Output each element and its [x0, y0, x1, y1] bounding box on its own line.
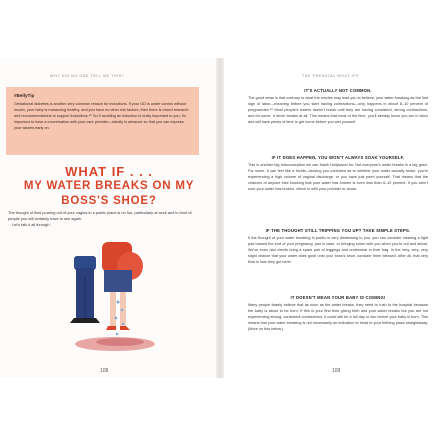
chapter-title — [0, 164, 218, 209]
belly-tip-label: #BellyTip — [14, 93, 35, 98]
right-person-skirt — [104, 270, 132, 292]
title-line-3: BOSS'S SHOE? — [61, 195, 157, 207]
left-page-number: 108 — [100, 368, 109, 374]
section-heading: IF THE THOUGHT STILL TRIPPING YOU UP? TAKE SIMPLE STEPS. — [265, 228, 411, 233]
section-heading: IF IT DOES HAPPEN, YOU WON'T ALWAYS SOAK YOURSELF. — [271, 155, 405, 160]
water-drop — [122, 323, 124, 325]
book-gutter — [216, 58, 224, 378]
section-text: Many people falsely believe that as soon as the water breaks, they need to rush to the hospital because the baby is about to be born. If this is your first time giving birth and your water breaks but you are not experiencing strong, consistent contractions, it could still be a full day or two before your baby is born. This means that your water breaking is not necessarily an indication to head to your birthing place straightaway. (More on this below.) — [248, 303, 428, 331]
left-body-text — [8, 210, 204, 229]
right-person-leg-1 — [110, 292, 116, 326]
title-line-2: MY WATER BREAKS ON MY — [23, 180, 195, 192]
water-drop — [116, 333, 118, 335]
right-running-head: THE PRENATAL WHAT-IFS — [302, 74, 359, 78]
left-running-head: WHY DID NO ONE TELL ME THIS? — [50, 74, 125, 78]
right-section-3 — [248, 228, 428, 266]
left-body-paragraph: The thought of fluid pouring out of your vagina in a public place is no fun, particularly at work and in front of people you will certainly have to see again. — [8, 210, 192, 222]
section-heading: IT'S ACTUALLY NOT COMMON. — [304, 88, 372, 93]
section-text: If the thought of your water breaking in public is very distressing to you, you can consider wearing a light pad toward the end of your pregnancy, just in case, or bringing some with you when you're out and about. We've even had clients bring a spare pair of leggings and underwear in their bag. In the very, very, very slight chance that your water does gush onto your boss's shoe, consider them blessed. After all, that very fluid is how they got here! — [248, 236, 428, 264]
section-heading: IT DOESN'T MEAN YOUR BABY IS COMING! — [290, 295, 386, 300]
left-body-continue: Let's talk it all through. — [12, 222, 51, 228]
water-drop — [117, 301, 120, 304]
right-section-4 — [248, 295, 428, 333]
water-drop — [121, 309, 124, 312]
belly-tip-text: Gestational diabetes is another very common reason for inductions. If your GD is under control without insulin, your baby is measuring healthy, and you have no other risk factors, then there is mixed research and recommendations to support inductions.⁴⁵ So if avoiding an induction is really important to you, it's important to have a conversation with your care provider—ideally in advance so that you can express your wishes early on. — [14, 102, 189, 130]
section-text: The good news is that contrary to what the movies may lead you to believe, your water breaking as the first sign of labor—meaning before you start having contractions—only happens in about 8–10 percent of pregnancies.⁴⁶ Most people's waters doesn't break until they are having consistent, strong contractions, and for some, it never breaks at all. This means that most of the time, you'll already know you are in labor and will have plenty of time to get home before you wet yourself. — [248, 96, 428, 124]
two-people-water-breaking-illustration — [60, 236, 160, 354]
left-shoe-1 — [70, 318, 85, 323]
right-person-leg-2 — [120, 292, 126, 326]
section-text: This is another big misconception we can thank Hollywood for. Not everyone's water breaks in a big gush. For some, it can feel like a trickle—leaving you confused as to whether your water actually broke, you're experiencing a high volume of vaginal discharge, or you have just peed yourself. That means that the chances of anyone else knowing that your water has broken is even less than 8–10 percent. If you aren't sure your water has broken, check in with your provider or doula. — [248, 163, 428, 191]
right-section-1 — [248, 88, 428, 126]
left-shoe-2 — [85, 318, 100, 323]
water-drop — [115, 317, 118, 320]
belly-tip-box — [6, 87, 199, 155]
right-section-2 — [248, 155, 428, 193]
right-shoe-2 — [120, 326, 130, 330]
title-line-1: WHAT IF . . . — [65, 164, 153, 179]
left-person-jacket — [74, 256, 96, 270]
puddle-inner — [96, 338, 144, 346]
right-shoe-1 — [106, 326, 116, 330]
right-page-number: 109 — [332, 368, 341, 374]
